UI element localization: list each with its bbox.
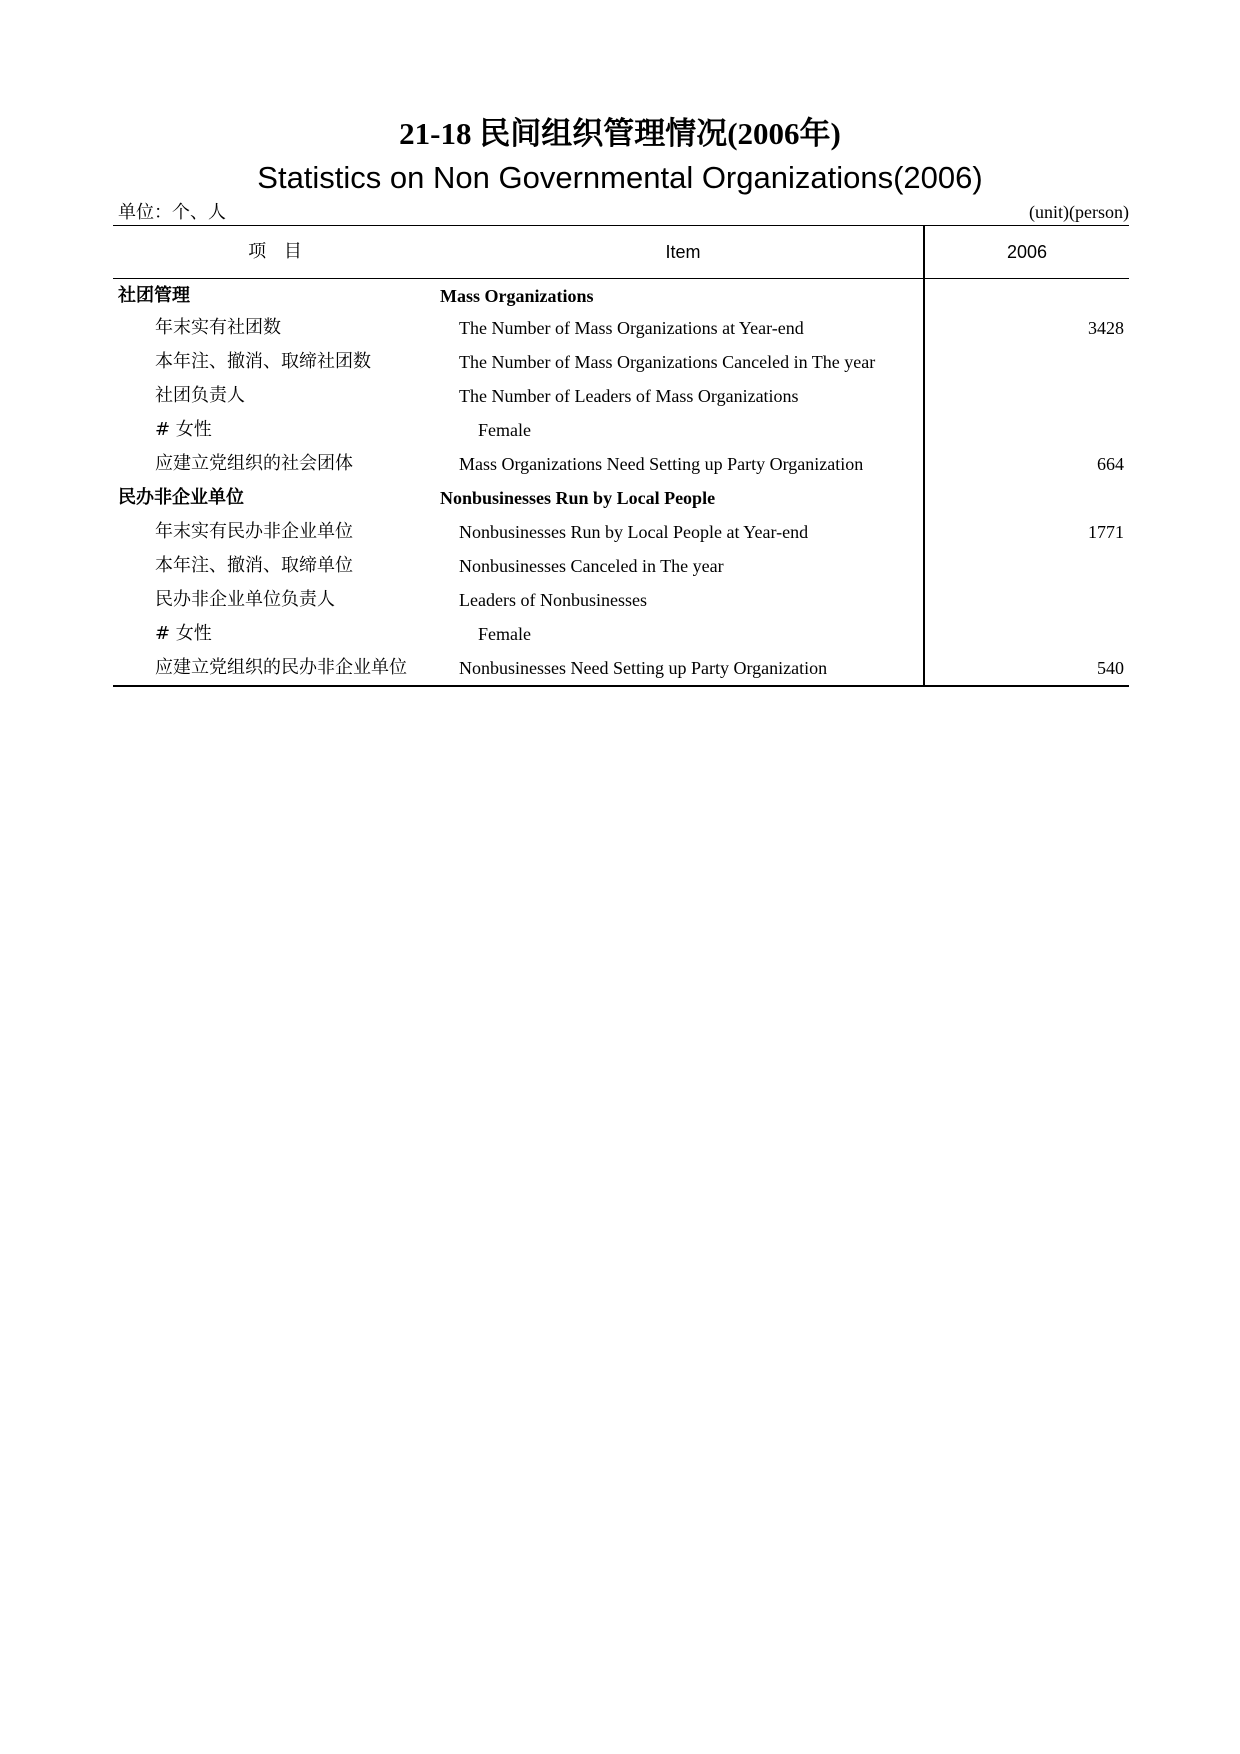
row-label-chinese: 本年注、撤消、取缔社团数 [155, 351, 371, 372]
row-value: 664 [1097, 454, 1124, 474]
row-label-chinese: 社团负责人 [155, 385, 245, 406]
table-row [113, 345, 1129, 379]
row-label-english: Mass Organizations [440, 286, 594, 306]
row-value: 1771 [1088, 522, 1124, 542]
header-item-english: Item [665, 242, 701, 262]
row-label-english: Nonbusinesses Need Setting up Party Organization [459, 658, 828, 678]
unit-label-chinese: 单位：个、人 [118, 202, 226, 222]
row-label-chinese: 应建立党组织的民办非企业单位 [155, 657, 407, 678]
table-row [113, 515, 1129, 549]
row-label-chinese: # 女性 [155, 623, 212, 644]
table-header [113, 226, 1129, 279]
row-label-chinese: # 女性 [155, 419, 212, 440]
row-label-chinese: 应建立党组织的社会团体 [155, 453, 353, 474]
row-value: 540 [1097, 658, 1124, 678]
table-row [113, 413, 1129, 447]
row-label-english: Nonbusinesses Run by Local People at Year-end [459, 522, 809, 542]
table-row [113, 447, 1129, 481]
table-row [113, 583, 1129, 617]
header-item-chinese: 项 目 [248, 241, 308, 262]
row-label-english: Leaders of Nonbusinesses [459, 590, 647, 610]
row-label-chinese: 年末实有民办非企业单位 [155, 521, 353, 542]
unit-label-english: (unit)(person) [1029, 202, 1129, 222]
row-label-english: Nonbusinesses Canceled in The year [459, 556, 724, 576]
row-label-english: The Number of Leaders of Mass Organizations [459, 386, 799, 406]
row-label-chinese: 社团管理 [118, 285, 190, 306]
statistics-table [113, 225, 1129, 687]
section-row-mass-organizations [113, 279, 1129, 311]
page-title-chinese: 21-18 民间组织管理情况(2006年) [399, 116, 841, 151]
row-label-chinese: 民办非企业单位 [118, 487, 244, 508]
row-label-chinese: 民办非企业单位负责人 [155, 589, 335, 610]
table-row [113, 311, 1129, 345]
row-label-chinese: 本年注、撤消、取缔单位 [155, 555, 353, 576]
row-label-english: Female [478, 420, 531, 440]
row-label-english: Female [478, 624, 531, 644]
table-row [113, 379, 1129, 413]
row-label-english: The Number of Mass Organizations at Year-end [459, 318, 804, 338]
section-row-nonbusinesses [113, 481, 1129, 515]
row-label-english: Nonbusinesses Run by Local People [440, 488, 716, 508]
row-label-english: The Number of Mass Organizations Canceled in The year [459, 352, 876, 372]
page-title-english: Statistics on Non Governmental Organizations(2006) [257, 160, 983, 195]
row-label-chinese: 年末实有社团数 [155, 317, 281, 338]
table-row [113, 549, 1129, 583]
row-label-english: Mass Organizations Need Setting up Party Organization [459, 454, 864, 474]
header-year: 2006 [1006, 242, 1048, 262]
table-row [113, 651, 1129, 685]
table-row [113, 617, 1129, 651]
row-value: 3428 [1088, 318, 1124, 338]
